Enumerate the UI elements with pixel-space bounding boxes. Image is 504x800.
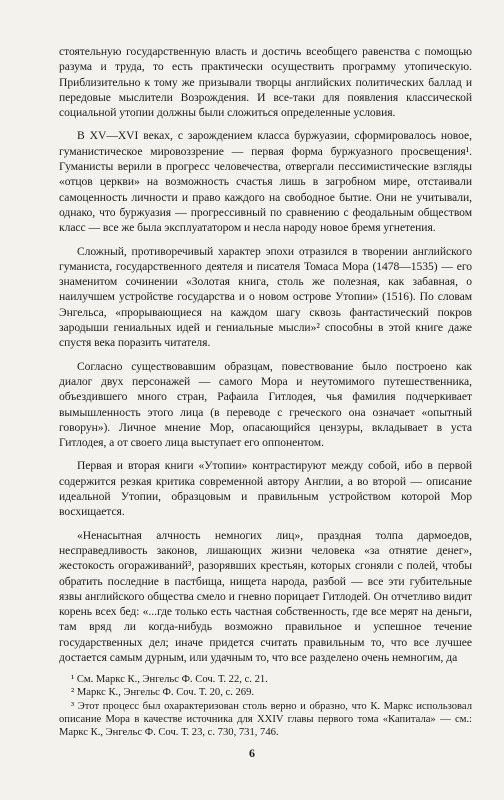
footnote: ³ Этот процесс был охарактеризован столь верно и образно, что К. Маркс использовал описание Мора в качестве источника для XXIV главы первого тома «Капитала» — см.: Маркс К., Энгельс Ф. Соч. Т. 23, с. 730, 731, 746. — [59, 700, 472, 739]
paragraph: стоятельную государственную власть и достичь всеобщего равенства с помощью разума и труда, то есть практически осуществить программу утопическую. Приблизительно к тому же призывали творцы английских политических баллад и передовые мыслители Возрождения. И все-таки для появления классической социальной утопии должны были сложиться определенные условия. — [59, 45, 472, 120]
main-text — [59, 44, 472, 739]
paragraph: Первая и вторая книги «Утопии» контрастируют между собой, ибо в первой содержится резкая критика современной автору Англии, а во второй — описание идеальной Утопии, образцовым и правильным устройством которой Мор восхищается. — [59, 459, 472, 519]
paragraph: Сложный, противоречивый характер эпохи отразился в творении английского гуманиста, государственного деятеля и писателя Томаса Мора (1478—1535) — его знаменитом сочинении «Золотая книга, столь же полезная, как забавная, о наилучшем устройстве государства и о новом острове Утопии» (1516). По словам Энгельса, «прорывающиеся на каждом шагу сквозь фантастический покров зародыши гениальных идей и гениальные мысли»² способны в этой книге даже спустя века поразить читателя. — [59, 244, 472, 350]
paragraph: «Ненасытная алчность немногих лиц», праздная толпа дармоедов, несправедливость законов, лишающих жизни человека «за отнятие денег», жестокость огораживаний³, разорявших крестьян, которых сгоняли с полей, чтобы обратить последние в пастбища, нищета народа, разбой — все эти губительные язвы английского общества смело и гневно порицает Гитлодей. Он отчетливо видит корень всех бед: «...где только есть частная собственность, где все мерят на деньги, там вряд ли когда-нибудь возможно правильное и успешное течение государственных дел; иначе придется считать правильным то, что все лучшее достается самым дурным, или удачным то, что все разделено очень немногим, да — [59, 528, 472, 664]
paragraph: В XV—XVI веках, с зарождением класса буржуазии, сформировалось новое, гуманистическое мировоззрение — первая форма буржуазного просвещения¹. Гуманисты верили в прогресс человечества, отвергали пессимистические взгляды «отцов церкви» на возможность счастья лишь в загробном мире, отстаивали самоценность личности и право каждого на свободное бытие. Они не учитывали, однако, что буржуазия — прогрессивный по сравнению с феодальным обществом класс — все же была эксплуататором и несла народу новое бремя угнетения. — [59, 129, 472, 235]
paragraph: Согласно существовавшим образцам, повествование было построено как диалог двух персонажей — самого Мора и неутомимого путешественника, объездившего много стран, Рафаила Гитлодея, чья фамилия подчеркивает вымышленность этого лица (в переводе с греческого она означает «опытный говорун»). Личное мнение Мор, опасающийся цензуры, вкладывает в уста Гитлодея, а от своего лица выступает его оппонентом. — [59, 359, 472, 450]
footnote: ¹ См. Маркс К., Энгельс Ф. Соч. Т. 22, с. 21. — [71, 674, 268, 686]
footnotes — [59, 673, 472, 739]
footnote: ² Маркс К., Энгельс Ф. Соч. Т. 20, с. 269. — [71, 687, 255, 699]
page-number: 6 — [249, 746, 255, 760]
